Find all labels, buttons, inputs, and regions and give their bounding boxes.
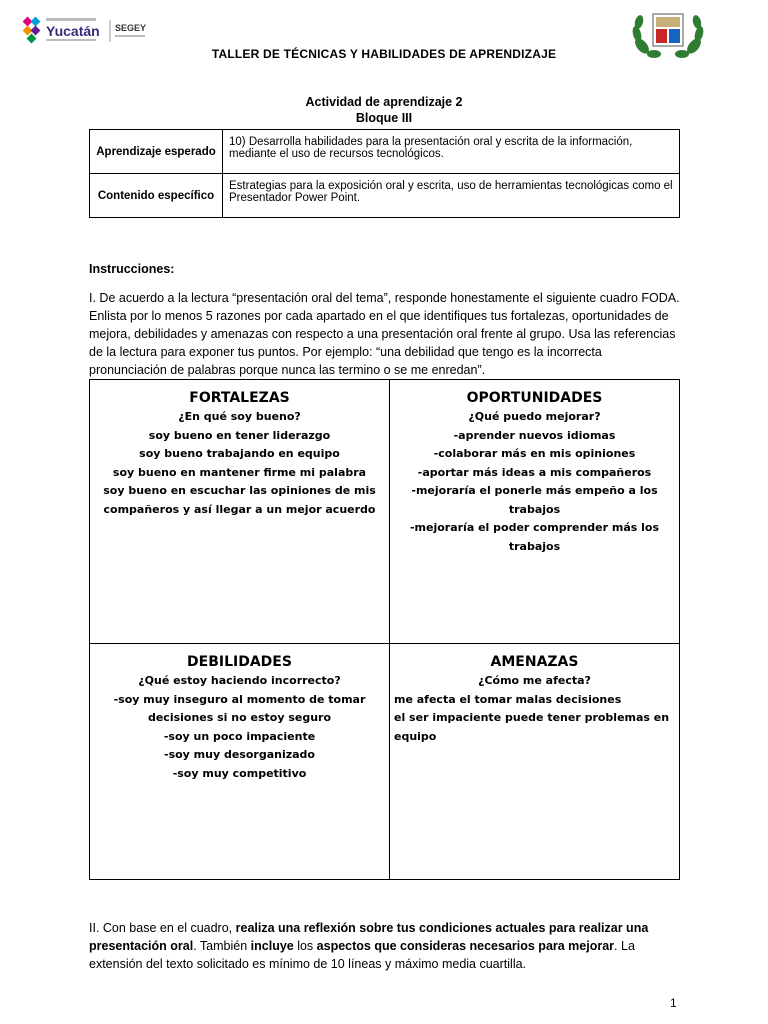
final-text: los xyxy=(293,939,317,953)
list-item: me afecta el tomar malas decisiones xyxy=(394,692,622,706)
list-item: -soy muy inseguro al momento de tomar decisiones si no estoy seguro xyxy=(113,692,366,724)
amenazas-title: AMENAZAS xyxy=(490,654,579,670)
fortalezas-question: ¿En qué soy bueno? xyxy=(178,410,301,423)
final-emphasis: incluye xyxy=(250,939,294,953)
list-item: soy bueno en mantener firme mi palabra xyxy=(112,465,367,479)
block-title: Bloque III xyxy=(355,111,413,125)
instructions-label: Instrucciones: xyxy=(89,262,175,276)
foda-grid xyxy=(89,379,680,880)
final-emphasis: realiza una reflexión sobre tus condiciones actuales para realizar una presentación oral xyxy=(89,921,649,953)
oportunidades-question: ¿Qué puedo mejorar? xyxy=(468,410,601,423)
list-item: -soy muy desorganizado xyxy=(164,748,315,761)
amenazas-question: ¿Cómo me afecta? xyxy=(478,674,591,687)
info-table xyxy=(89,129,680,218)
list-item: -mejoraría el ponerle más empeño a los trabajos xyxy=(411,484,658,516)
fortalezas-cell xyxy=(90,388,389,519)
list-item: soy bueno en tener liderazgo xyxy=(148,428,331,442)
list-item: -soy un poco impaciente xyxy=(163,729,316,743)
document-header-title: TALLER DE TÉCNICAS Y HABILIDADES DE APRENDIZAJE xyxy=(211,47,557,61)
list-item: el ser impaciente puede tener problemas en equipo xyxy=(394,711,670,743)
list-item: -mejoraría el poder comprender más los trabajos xyxy=(409,521,660,553)
final-text: . La extensión del texto solicitado es mínimo de 10 líneas y máximo media cuartilla. xyxy=(89,939,635,971)
list-item: soy bueno trabajando en equipo xyxy=(139,447,340,460)
yucatan-emblem-icon xyxy=(23,17,41,44)
svg-text:SEGEY: SEGEY xyxy=(115,23,147,33)
list-item: -aprender nuevos idiomas xyxy=(453,428,616,442)
grid-divider-horizontal xyxy=(90,643,679,644)
row-value: 10) Desarrolla habilidades para la presentación oral y escrita de la información, mediante el uso de recursos tecnológicos. xyxy=(223,130,680,174)
row-label: Contenido específico xyxy=(90,174,223,218)
final-text: . También xyxy=(193,939,251,953)
final-text: II. Con base en el cuadro, xyxy=(89,921,236,935)
amenazas-cell xyxy=(390,652,679,746)
table-row xyxy=(90,174,680,218)
debilidades-title: DEBILIDADES xyxy=(187,654,292,670)
final-emphasis: aspectos que consideras necesarios para mejorar xyxy=(316,939,615,953)
oportunidades-cell xyxy=(390,388,679,556)
yucatan-logo xyxy=(22,14,156,46)
svg-text:Yucatán: Yucatán xyxy=(46,23,100,39)
page-number: 1 xyxy=(670,996,677,1010)
row-label: Aprendizaje esperado xyxy=(90,130,223,174)
list-item: -soy muy competitivo xyxy=(172,766,307,780)
list-item: -aportar más ideas a mis compañeros xyxy=(417,465,652,479)
reflection-instructions xyxy=(89,919,681,973)
instructions-text: I. De acuerdo a la lectura “presentación oral del tema”, responde honestamente el siguiente cuadro FODA. Enlista por lo menos 5 razones por cada apartado en el que identifiques tus fortalezas, oportunidades de mejora, debilidades y amenazas con respecto a una presentación oral frente al grupo. Usa las referencias de la lectura para exponer tus puntos. Por ejemplo: “una debilidad que tengo es la incorrecta pronunciación de palabras porque nunca las termino o se me enredan”. xyxy=(89,291,680,377)
debilidades-question: ¿Qué estoy haciendo incorrecto? xyxy=(138,674,341,687)
table-row xyxy=(90,130,680,174)
activity-title: Actividad de aprendizaje 2 xyxy=(305,95,463,109)
oportunidades-title: OPORTUNIDADES xyxy=(466,390,603,406)
fortalezas-title: FORTALEZAS xyxy=(189,390,290,406)
list-item: soy bueno en escuchar las opiniones de mis compañeros y así llegar a un mejor acuerdo xyxy=(103,484,376,516)
debilidades-cell xyxy=(90,652,389,783)
list-item: -colaborar más en mis opiniones xyxy=(433,447,636,460)
activity-heading xyxy=(0,94,768,126)
row-value: Estrategias para la exposición oral y escrita, uso de herramientas tecnológicas como el Presentador Power Point. xyxy=(223,174,680,218)
